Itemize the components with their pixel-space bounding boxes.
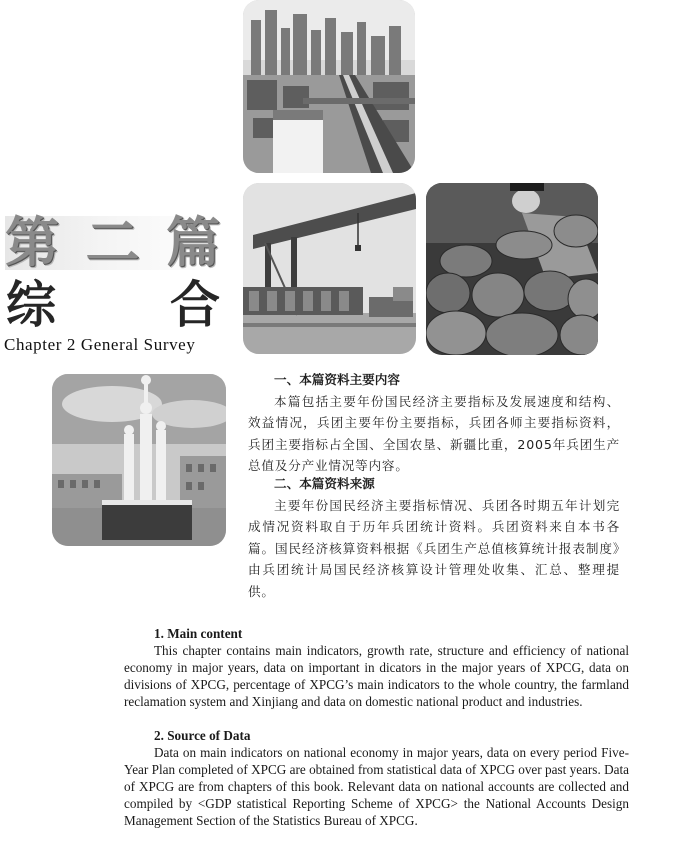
subtitle-char: 综 — [6, 276, 56, 334]
chapter-subtitle-chinese — [6, 276, 220, 334]
english-section-main-content — [124, 625, 629, 710]
english-section-heading: 2. Source of Data — [154, 728, 251, 743]
chapter-title-chinese — [5, 212, 220, 274]
english-section-paragraph: Data on main indicators on national economy in major years, data on every period Five-Year Plan completed of XPCG are obtained from statistical data of XPCG over past years. Data of XPCG are from chapters of this book. Relevant data on national accounts are collected and compiled by <GDP statistical Reporting Scheme of XPCG> the National Accounts Design Management Section of the Statistics Bureau of XPCG. — [124, 745, 629, 828]
chinese-section-paragraph: 本篇包括主要年份国民经济主要指标及发展速度和结构、效益情况，兵团主要年份主要指标，兵团各师主要指标资料，兵团主要指标占全国、全国农垦、新疆比重，2005年兵团生产总值及分产业情况等内容。 — [248, 393, 620, 473]
title-char: 二 — [85, 211, 140, 274]
english-section-paragraph: This chapter contains main indicators, growth rate, structure and efficiency of national economy in major years, data on important in dicators in the major years of XPCG, data on divisions of XPCG, percentage of XPCG’s main indicators to the whole country, the farmland reclamation system and Xinjiang and data on domestic national product and industries. — [124, 643, 629, 709]
gantry-crane-photo — [243, 183, 416, 354]
statue-monument-photo — [52, 374, 226, 546]
chinese-section-heading: 二、本篇资料来源 — [274, 476, 375, 491]
watermelon-harvest-photo — [426, 183, 598, 355]
chapter-title-chinese-text — [5, 212, 220, 274]
title-char: 篇 — [166, 211, 220, 274]
chinese-section-heading: 一、本篇资料主要内容 — [274, 372, 400, 387]
title-char: 第 — [5, 211, 59, 274]
chinese-section-source — [248, 473, 620, 602]
chinese-section-main-content — [248, 369, 620, 477]
city-skyline-photo — [243, 0, 415, 173]
english-section-source — [124, 727, 629, 829]
english-section-heading: 1. Main content — [154, 626, 243, 641]
subtitle-char: 合 — [170, 276, 220, 334]
chapter-title-english: Chapter 2 General Survey — [4, 335, 196, 354]
chinese-section-paragraph: 主要年份国民经济主要指标情况、兵团各时期五年计划完成情况资料取自于历年兵团统计资料。兵团资料来自本书各篇。国民经济核算资料根据《兵团生产总值核算统计报表制度》由兵团统计局国民经济核算设计管理处收集、汇总、整理提供。 — [248, 497, 620, 599]
